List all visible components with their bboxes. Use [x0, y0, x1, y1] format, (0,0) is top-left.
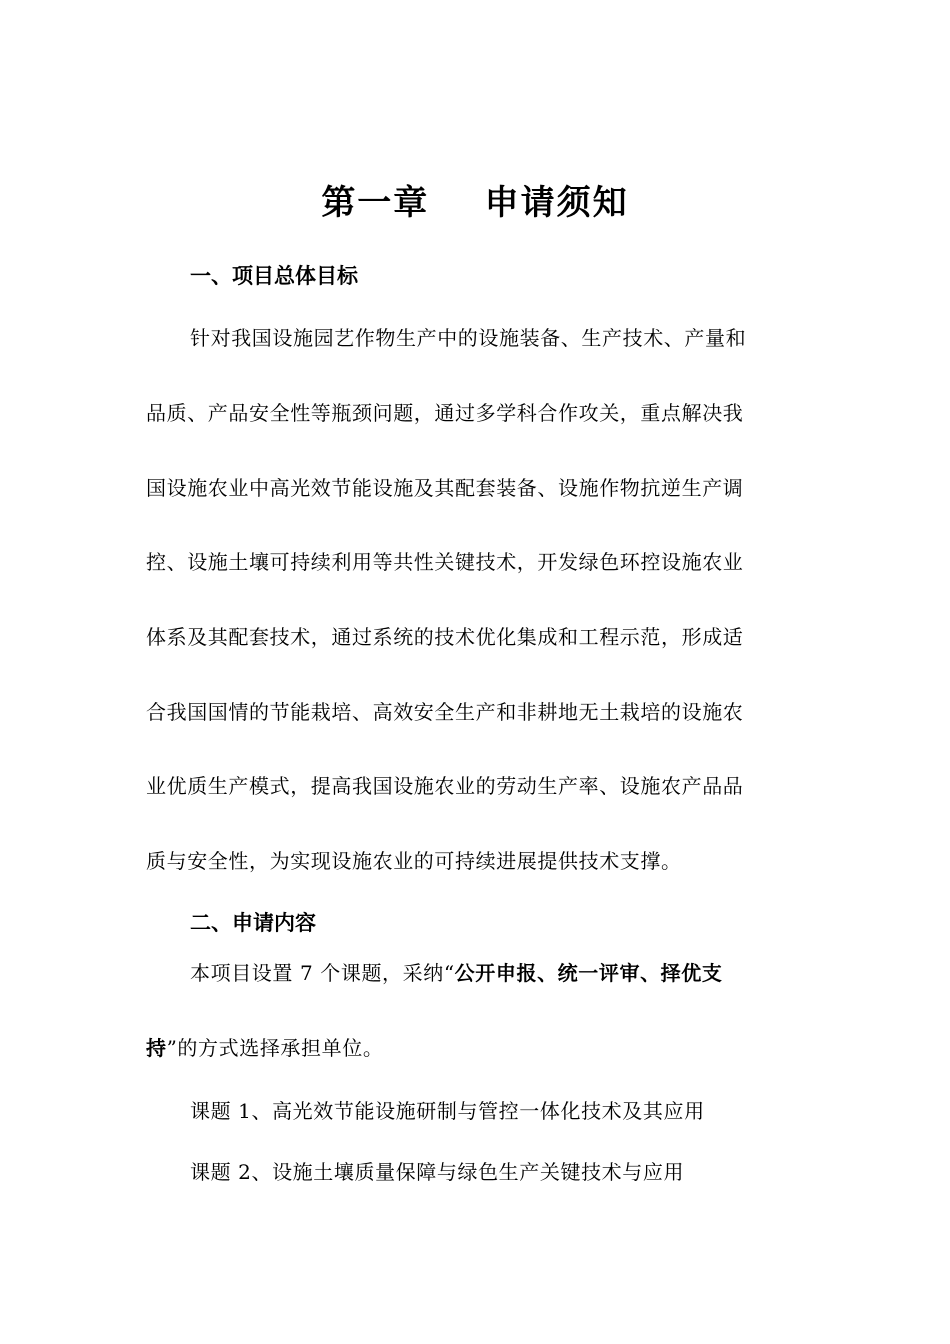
section-heading-overall-goal: 一、项目总体目标	[190, 264, 358, 288]
chapter-title: 第一章 申请须知	[321, 183, 629, 223]
topic-item: 课题 1、高光效节能设施研制与管控一体化技术及其应用	[190, 1099, 705, 1123]
topic-item: 课题 2、设施土壤质量保障与绿色生产关键技术与应用	[190, 1160, 685, 1184]
intro-text: ”的方式选择承担单位。	[166, 1036, 384, 1060]
intro-line	[190, 958, 850, 988]
intro-emphasis: 持	[146, 1036, 167, 1060]
paragraph-line: 控、设施土壤可持续利用等共性关键技术，开发绿色环控设施农业	[146, 550, 744, 574]
paragraph-line: 合我国国情的节能栽培、高效安全生产和非耕地无土栽培的设施农	[146, 700, 744, 724]
section-heading-application-content: 二、申请内容	[190, 911, 316, 935]
paragraph-line: 品质、产品安全性等瓶颈问题，通过多学科合作攻关，重点解决我	[146, 401, 744, 425]
paragraph-line: 针对我国设施园艺作物生产中的设施装备、生产技术、产量和	[190, 326, 747, 350]
paragraph-line: 质与安全性，为实现设施农业的可持续进展提供技术支撑。	[146, 849, 682, 873]
intro-text: 本项目设置 7 个课题，采纳“	[190, 961, 455, 985]
paragraph-line: 国设施农业中高光效节能设施及其配套装备、设施作物抗逆生产调	[146, 476, 744, 500]
intro-emphasis: 公开申报、统一评审、择优支	[454, 961, 723, 985]
intro-line	[146, 1033, 806, 1063]
paragraph-line: 体系及其配套技术，通过系统的技术优化集成和工程示范，形成适	[146, 625, 744, 649]
paragraph-line: 业优质生产模式，提高我国设施农业的劳动生产率、设施农产品品	[146, 774, 744, 798]
